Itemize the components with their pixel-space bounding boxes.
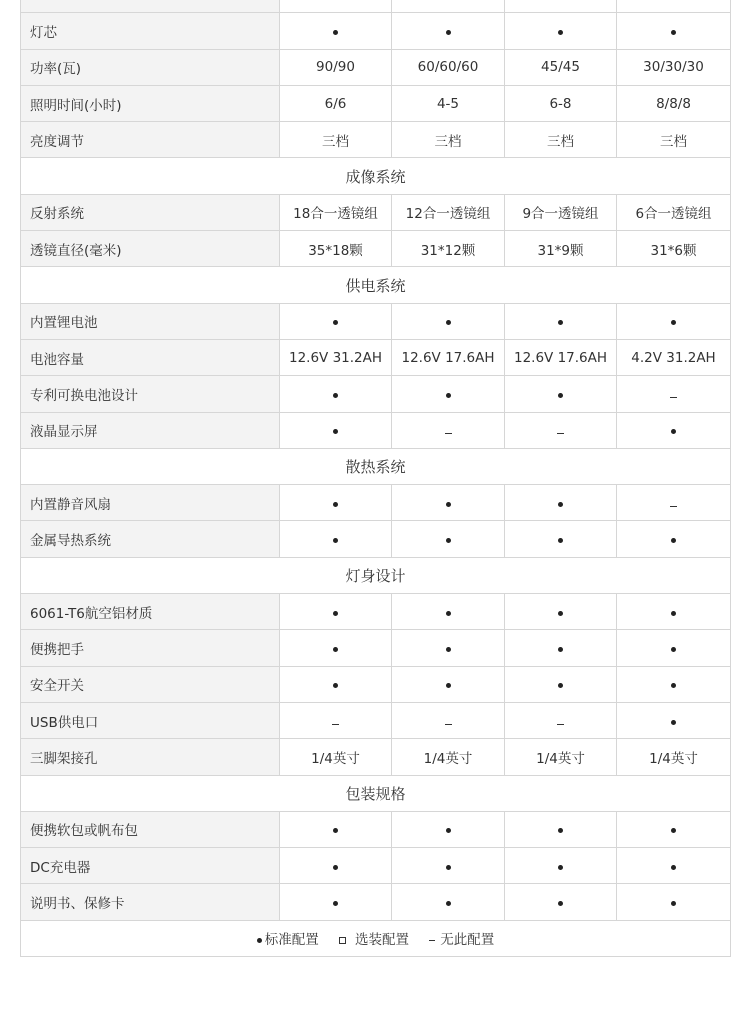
spec-value-standard — [280, 485, 392, 521]
spec-row — [21, 49, 731, 85]
spec-label: 照明时间(小时) — [21, 85, 280, 121]
spec-row — [21, 848, 731, 884]
spec-label: 6061-T6航空铝材质 — [21, 594, 280, 630]
spec-label: 亮度调节 — [21, 122, 280, 158]
spec-value: 35*18颗 — [280, 231, 392, 267]
spec-value: 12.6V 31.2AH — [280, 339, 392, 375]
spec-table — [20, 0, 731, 957]
legend-standard-label: 标准配置 — [264, 932, 319, 949]
none-dash-icon — [429, 940, 435, 941]
spec-value: 31*6颗 — [617, 231, 731, 267]
spec-row — [21, 485, 731, 521]
spec-value-standard — [617, 811, 731, 847]
spec-row — [21, 231, 731, 267]
spec-value-standard — [392, 485, 505, 521]
spec-value-standard — [617, 666, 731, 702]
standard-dot-icon — [446, 828, 451, 833]
spec-value-none — [617, 376, 731, 412]
legend-none — [429, 928, 494, 948]
standard-dot-icon — [333, 502, 338, 507]
section-title: 供电系统 — [21, 267, 731, 303]
standard-dot-icon — [558, 538, 563, 543]
spec-value-standard — [617, 13, 731, 49]
section-header-row — [21, 775, 731, 811]
spec-value: 6/6 — [280, 85, 392, 121]
standard-dot-icon — [671, 30, 676, 35]
spec-value: 三档 — [392, 122, 505, 158]
spec-label: USB供电口 — [21, 702, 280, 738]
spec-value: 1/4英寸 — [617, 739, 731, 775]
standard-dot-icon — [671, 828, 676, 833]
standard-dot-icon — [446, 865, 451, 870]
spec-value-standard — [617, 884, 731, 920]
spec-value: 1/4英寸 — [280, 739, 392, 775]
spec-label: 三脚架接孔 — [21, 739, 280, 775]
spec-value-standard — [505, 485, 617, 521]
standard-dot-icon — [257, 938, 262, 943]
spec-row — [21, 376, 731, 412]
spec-value-standard — [392, 848, 505, 884]
spec-value-standard — [392, 521, 505, 557]
spec-row — [21, 739, 731, 775]
spec-value: 90/90 — [280, 49, 392, 85]
spec-value-standard — [280, 811, 392, 847]
standard-dot-icon — [671, 865, 676, 870]
standard-dot-icon — [558, 393, 563, 398]
spec-value-standard — [392, 811, 505, 847]
spec-value-standard — [505, 521, 617, 557]
standard-dot-icon — [333, 828, 338, 833]
spec-row — [21, 630, 731, 666]
standard-dot-icon — [446, 538, 451, 543]
section-header-row — [21, 557, 731, 593]
standard-dot-icon — [558, 611, 563, 616]
spec-value: 8/8/8 — [617, 85, 731, 121]
spec-value-standard — [505, 13, 617, 49]
spec-value-standard — [392, 884, 505, 920]
spec-value-standard — [505, 303, 617, 339]
spec-row — [21, 0, 731, 13]
section-header-row — [21, 267, 731, 303]
spec-value: 31*9颗 — [505, 231, 617, 267]
spec-value-standard — [617, 630, 731, 666]
spec-label: 透镜直径(毫米) — [21, 231, 280, 267]
spec-value-standard — [617, 0, 731, 13]
standard-dot-icon — [671, 901, 676, 906]
spec-value: 31*12颗 — [392, 231, 505, 267]
spec-value-standard — [280, 13, 392, 49]
standard-dot-icon — [558, 647, 563, 652]
spec-label: 反射系统 — [21, 194, 280, 230]
spec-value-standard — [392, 0, 505, 13]
none-dash-icon — [445, 433, 452, 434]
legend-optional — [339, 928, 409, 948]
standard-dot-icon — [671, 647, 676, 652]
none-dash-icon — [332, 724, 339, 725]
spec-row — [21, 521, 731, 557]
standard-dot-icon — [671, 429, 676, 434]
spec-value: 1/4英寸 — [505, 739, 617, 775]
spec-value: 6合一透镜组 — [617, 194, 731, 230]
legend-none-label: 无此配置 — [440, 932, 495, 949]
spec-row — [21, 666, 731, 702]
none-dash-icon — [670, 397, 677, 398]
standard-dot-icon — [671, 320, 676, 325]
standard-dot-icon — [333, 611, 338, 616]
standard-dot-icon — [333, 683, 338, 688]
spec-value: 30/30/30 — [617, 49, 731, 85]
spec-value-standard — [392, 376, 505, 412]
spec-row — [21, 13, 731, 49]
standard-dot-icon — [333, 901, 338, 906]
standard-dot-icon — [558, 320, 563, 325]
spec-value: 60/60/60 — [392, 49, 505, 85]
spec-value: 12合一透镜组 — [392, 194, 505, 230]
standard-dot-icon — [333, 647, 338, 652]
spec-value-standard — [617, 412, 731, 448]
standard-dot-icon — [671, 720, 676, 725]
standard-dot-icon — [333, 320, 338, 325]
standard-dot-icon — [333, 865, 338, 870]
spec-value-standard — [392, 666, 505, 702]
standard-dot-icon — [446, 901, 451, 906]
spec-label: 灯芯 — [21, 13, 280, 49]
spec-value-standard — [392, 630, 505, 666]
spec-value: 1/4英寸 — [392, 739, 505, 775]
section-header-row — [21, 448, 731, 484]
spec-value-standard — [280, 884, 392, 920]
spec-value-standard — [505, 630, 617, 666]
spec-label: 便携把手 — [21, 630, 280, 666]
spec-row — [21, 594, 731, 630]
standard-dot-icon — [446, 611, 451, 616]
none-dash-icon — [557, 433, 564, 434]
spec-value: 三档 — [280, 122, 392, 158]
spec-value: 6-8 — [505, 85, 617, 121]
standard-dot-icon — [558, 502, 563, 507]
spec-table-body — [21, 0, 731, 920]
spec-value: 4.2V 31.2AH — [617, 339, 731, 375]
spec-value-standard — [505, 884, 617, 920]
spec-row — [21, 884, 731, 920]
standard-dot-icon — [446, 502, 451, 507]
standard-dot-icon — [446, 30, 451, 35]
spec-value: 12.6V 17.6AH — [505, 339, 617, 375]
spec-label: 电池容量 — [21, 339, 280, 375]
spec-value-none — [392, 412, 505, 448]
spec-row — [21, 122, 731, 158]
spec-value-none — [392, 702, 505, 738]
spec-label: 内置静音风扇 — [21, 485, 280, 521]
spec-value: 12.6V 17.6AH — [392, 339, 505, 375]
spec-value-standard — [280, 303, 392, 339]
spec-row — [21, 194, 731, 230]
standard-dot-icon — [558, 683, 563, 688]
standard-dot-icon — [558, 901, 563, 906]
spec-value: 三档 — [617, 122, 731, 158]
standard-dot-icon — [333, 429, 338, 434]
standard-dot-icon — [446, 683, 451, 688]
spec-value-standard — [280, 0, 392, 13]
spec-value-standard — [617, 848, 731, 884]
spec-label: 便携软包或帆布包 — [21, 811, 280, 847]
optional-square-icon — [339, 937, 346, 944]
spec-value-standard — [280, 412, 392, 448]
spec-value-standard — [505, 666, 617, 702]
standard-dot-icon — [671, 683, 676, 688]
spec-value-standard — [392, 303, 505, 339]
spec-row — [21, 811, 731, 847]
standard-dot-icon — [446, 320, 451, 325]
standard-dot-icon — [333, 30, 338, 35]
spec-value-standard — [505, 848, 617, 884]
spec-value-standard — [617, 303, 731, 339]
spec-value-standard — [505, 0, 617, 13]
spec-label: 专利可换电池设计 — [21, 376, 280, 412]
spec-value: 45/45 — [505, 49, 617, 85]
section-title: 散热系统 — [21, 448, 731, 484]
spec-value: 9合一透镜组 — [505, 194, 617, 230]
spec-label: 说明书、保修卡 — [21, 884, 280, 920]
spec-value-standard — [392, 13, 505, 49]
spec-label: 金属导热系统 — [21, 521, 280, 557]
spec-value-standard — [280, 630, 392, 666]
standard-dot-icon — [333, 393, 338, 398]
section-title: 成像系统 — [21, 158, 731, 194]
section-title: 灯身设计 — [21, 557, 731, 593]
spec-row — [21, 85, 731, 121]
standard-dot-icon — [558, 865, 563, 870]
spec-value-none — [505, 412, 617, 448]
spec-value-none — [505, 702, 617, 738]
spec-value-standard — [280, 848, 392, 884]
spec-row — [21, 412, 731, 448]
spec-value-standard — [280, 666, 392, 702]
spec-label: 液晶显示屏 — [21, 412, 280, 448]
spec-value-standard — [505, 376, 617, 412]
spec-value-standard — [280, 521, 392, 557]
section-header-row — [21, 158, 731, 194]
standard-dot-icon — [671, 611, 676, 616]
spec-label: DC充电器 — [21, 848, 280, 884]
spec-row — [21, 339, 731, 375]
spec-value-standard — [617, 594, 731, 630]
none-dash-icon — [670, 506, 677, 507]
spec-label: 功率(瓦) — [21, 49, 280, 85]
spec-value-standard — [280, 594, 392, 630]
legend-row — [21, 920, 731, 956]
legend-cell — [21, 920, 731, 956]
spec-value: 4-5 — [392, 85, 505, 121]
standard-dot-icon — [558, 828, 563, 833]
spec-label: 安全开关 — [21, 666, 280, 702]
spec-label — [21, 0, 280, 13]
spec-row — [21, 303, 731, 339]
spec-value-standard — [392, 594, 505, 630]
standard-dot-icon — [333, 538, 338, 543]
spec-value-standard — [617, 521, 731, 557]
none-dash-icon — [557, 724, 564, 725]
section-title: 包装规格 — [21, 775, 731, 811]
spec-value: 18合一透镜组 — [280, 194, 392, 230]
standard-dot-icon — [671, 538, 676, 543]
legend-optional-label: 选装配置 — [355, 932, 409, 949]
none-dash-icon — [445, 724, 452, 725]
spec-value-standard — [280, 376, 392, 412]
standard-dot-icon — [558, 30, 563, 35]
spec-value-standard — [505, 594, 617, 630]
spec-value-standard — [505, 811, 617, 847]
standard-dot-icon — [446, 647, 451, 652]
spec-value-none — [617, 485, 731, 521]
spec-label: 内置锂电池 — [21, 303, 280, 339]
spec-value-standard — [617, 702, 731, 738]
spec-value-none — [280, 702, 392, 738]
spec-value: 三档 — [505, 122, 617, 158]
standard-dot-icon — [446, 393, 451, 398]
spec-row — [21, 702, 731, 738]
legend-standard — [257, 928, 319, 948]
